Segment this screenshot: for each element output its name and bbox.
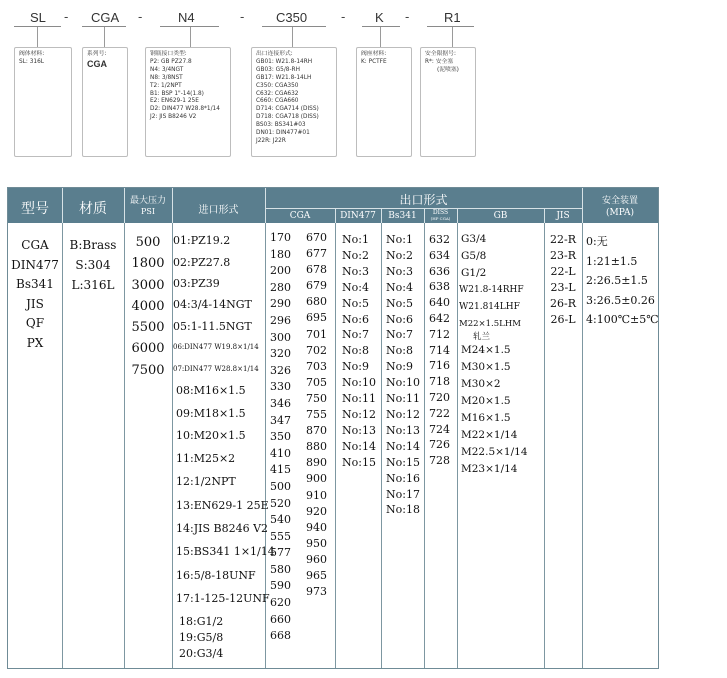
callout-line: D2: DIN477 W28.8*1/14 <box>150 106 220 113</box>
bs341-item: No:1 <box>386 233 413 246</box>
diss-item: 716 <box>429 359 450 373</box>
cga-item: 290 <box>270 297 291 311</box>
cga-item: 350 <box>270 430 291 444</box>
callout-line: N4: 3/4NGT <box>150 66 184 73</box>
din477-item: No:7 <box>342 328 369 342</box>
inlet-item: 10:M20×1.5 <box>176 429 246 442</box>
header-material: 材质 <box>79 201 107 217</box>
gb-item: M23×1/14 <box>461 463 518 475</box>
cga-item: 580 <box>270 562 291 576</box>
bs341-item: No:14 <box>386 439 420 453</box>
inlet-item: 06:DIN477 W19.8×1/14 <box>173 343 259 351</box>
cga-item: 200 <box>270 264 291 278</box>
inlet-item: 02:PZ27.8 <box>173 256 231 269</box>
cga-item: 415 <box>270 463 291 477</box>
cga-item: 300 <box>270 330 291 344</box>
inlet-item: 08:M16×1.5 <box>176 384 246 397</box>
cga-item: 679 <box>306 279 327 293</box>
jis-item: 26-L <box>550 313 576 326</box>
code-separator: - <box>405 9 410 24</box>
header-safety: 安全装置 <box>601 196 638 206</box>
column-divider <box>335 223 336 668</box>
header-max-pressure: 最大压力 <box>129 196 166 206</box>
header-outlet-gb: GB <box>493 211 508 221</box>
cga-item: 680 <box>306 295 327 309</box>
callout-line: GB03: G5/8-RH <box>256 66 300 73</box>
cga-item: 870 <box>306 424 327 438</box>
diss-item: 712 <box>429 327 450 341</box>
header-outlet-din477: DIN477 <box>340 211 376 221</box>
material-item: B:Brass <box>69 238 117 252</box>
din477-item: No:3 <box>342 264 369 278</box>
cga-item: 670 <box>306 231 327 244</box>
safety-item: 1:21±1.5 <box>586 254 638 268</box>
bs341-item: No:16 <box>386 471 420 485</box>
cga-item: 703 <box>306 359 327 373</box>
pressure-item: 1800 <box>131 256 165 272</box>
callout-body-material <box>14 47 72 157</box>
cga-item: 677 <box>306 247 327 261</box>
diss-list <box>429 232 450 469</box>
gb-item: M30×2 <box>461 378 501 390</box>
inlet-list <box>173 223 275 668</box>
cga-item: 973 <box>306 585 327 599</box>
cga-item: 890 <box>306 456 327 470</box>
cga-item: 590 <box>270 579 291 593</box>
pressure-item: 7500 <box>131 362 165 378</box>
callout-line: T2: 1/2NPT <box>150 82 182 89</box>
header-outlet-diss: DISS <box>432 209 449 216</box>
cga-item: 880 <box>306 440 327 454</box>
diss-item: 722 <box>429 406 450 420</box>
inlet-item: 09:M18×1.5 <box>176 407 246 420</box>
material-list <box>62 235 124 295</box>
diss-item: 728 <box>429 454 450 468</box>
bs341-item: No:12 <box>386 407 420 421</box>
callout-outlet-types <box>251 47 337 157</box>
callout-line: D718: CGA718 (DISS) <box>256 114 319 121</box>
gb-item: M20×1.5 <box>461 395 511 407</box>
callout-line: 钢瓶接口类型: <box>150 51 187 57</box>
code-underline <box>262 26 326 27</box>
din477-item: No:2 <box>342 248 369 262</box>
header-outlet-cga: CGA <box>289 211 311 221</box>
type-list <box>8 236 62 353</box>
header-outlet-jis: JIS <box>556 211 570 221</box>
cga-item: 555 <box>270 529 291 543</box>
din477-item: No:8 <box>342 344 369 358</box>
inlet-item: 12:1/2NPT <box>176 475 236 488</box>
callout-line: 安全限据号: <box>425 51 456 57</box>
cga-item: 900 <box>306 472 327 486</box>
header-pressure-unit: PSI <box>140 207 156 216</box>
cga-item: 965 <box>306 568 327 582</box>
bs341-item: No:9 <box>386 360 413 374</box>
gb-item: M30×1.5 <box>461 361 511 373</box>
cga-item: 940 <box>306 520 327 534</box>
jis-item: 26-R <box>550 297 576 310</box>
gb-item: M24×1.5 <box>461 344 511 356</box>
header-outlet-diss-sub: (HP CGA) <box>430 216 451 221</box>
cga-item: 520 <box>270 496 291 510</box>
callout-connector <box>292 27 293 47</box>
cga-item: 410 <box>270 446 291 460</box>
callout-line: C350: CGA350 <box>256 82 299 89</box>
din477-item: No:10 <box>342 376 376 390</box>
din477-item: No:11 <box>342 392 376 406</box>
callout-line: CGA <box>87 58 107 69</box>
material-item: S:304 <box>75 258 111 272</box>
callout-line: D714: CGA714 (DISS) <box>256 106 319 113</box>
inlet-item: 16:5/8-18UNF <box>176 569 256 582</box>
din477-item: No:5 <box>342 296 369 310</box>
din477-item: No:14 <box>342 439 376 453</box>
code-underline <box>362 26 400 27</box>
cga-item: 920 <box>306 504 327 518</box>
type-item: JIS <box>26 296 44 311</box>
inlet-item: 03:PZ39 <box>173 277 220 290</box>
callout-connector <box>37 27 38 47</box>
pressure-item: 4000 <box>131 298 165 314</box>
callout-line: 出口连接形式: <box>256 51 293 57</box>
cga-item: 330 <box>270 380 291 394</box>
cga-item: 678 <box>306 263 327 277</box>
cga-item: 346 <box>270 396 291 410</box>
jis-item: 22-R <box>550 233 576 246</box>
inlet-item: 15:BS341 1×1/14 <box>176 545 275 558</box>
jis-item: 23-L <box>550 281 576 294</box>
callout-line: E2: EN629-1 25E <box>150 98 199 105</box>
callout-connector <box>452 27 453 47</box>
gb-item: G5/8 <box>461 250 487 262</box>
callout-inlet-types <box>145 47 231 157</box>
gb-item: M22.5×1/14 <box>461 446 528 458</box>
bs341-item: No:4 <box>386 280 413 294</box>
pressure-item: 500 <box>135 235 161 250</box>
column-divider <box>381 223 382 668</box>
diss-item: 632 <box>429 233 450 246</box>
inlet-item: 11:M25×2 <box>176 452 236 465</box>
cga-item: 702 <box>306 343 327 357</box>
safety-item: 3:26.5±0.26 <box>586 293 655 307</box>
inlet-item: 20:G3/4 <box>179 647 224 660</box>
cga-item: 705 <box>306 375 327 389</box>
gb-item: M22×1/14 <box>461 429 518 441</box>
inlet-item: 19:G5/8 <box>179 631 224 644</box>
inlet-item: 01:PZ19.2 <box>173 234 231 247</box>
jis-list <box>544 232 582 328</box>
bs341-item: No:5 <box>386 296 413 310</box>
bs341-item: No:8 <box>386 344 413 358</box>
callout-connector <box>380 27 381 47</box>
diss-item: 634 <box>429 248 450 262</box>
bs341-item: No:7 <box>386 328 413 342</box>
callout-line: K: PCTFE <box>361 58 387 65</box>
type-item: CGA <box>21 238 49 252</box>
inlet-item: 14:JIS B8246 V2 <box>176 522 269 535</box>
cga-list-2 <box>306 230 327 600</box>
bs341-item: No:15 <box>386 455 420 469</box>
bs341-item: No:17 <box>386 487 420 501</box>
gb-item: 轧兰 <box>473 332 491 342</box>
bs341-item: No:6 <box>386 312 413 326</box>
din477-list <box>342 232 376 471</box>
cga-item: 701 <box>306 327 327 341</box>
header-safety-unit: (MPA) <box>606 208 634 218</box>
bs341-item: No:11 <box>386 392 420 406</box>
type-item: Bs341 <box>16 277 54 291</box>
cga-item: 755 <box>306 408 327 422</box>
cga-item: 296 <box>270 313 291 327</box>
inlet-item: 04:3/4-14NGT <box>173 298 252 311</box>
code-segment-series: CGA <box>91 10 120 25</box>
bs341-list <box>386 232 420 518</box>
cga-item: 660 <box>270 612 291 626</box>
inlet-item: 05:1-11.5NGT <box>173 320 252 333</box>
cga-item: 540 <box>270 513 291 527</box>
type-item: PX <box>26 335 44 350</box>
cga-list-1 <box>270 230 291 645</box>
din477-item: No:6 <box>342 312 369 326</box>
code-segment-outlet: C350 <box>276 10 308 25</box>
callout-line: C660: CGA660 <box>256 98 299 105</box>
type-item: QF <box>25 316 45 330</box>
callout-line: R*: 安全塞 <box>425 58 454 65</box>
code-separator: - <box>341 9 346 24</box>
code-segment-inlet: N4 <box>178 10 195 25</box>
pressure-item: 5500 <box>131 320 165 336</box>
callout-line: SL: 316L <box>19 58 44 65</box>
safety-list <box>586 232 659 330</box>
cga-item: 180 <box>270 247 291 261</box>
gb-item: W21.8-14RHF <box>459 285 524 295</box>
callout-line: 阀座材料: <box>361 51 387 57</box>
cga-item: 950 <box>306 536 327 550</box>
callout-line: DN01: DIN477#01 <box>256 130 310 137</box>
bs341-item: No:13 <box>386 423 420 437</box>
diss-item: 720 <box>429 390 450 404</box>
safety-item: 2:26.5±1.5 <box>586 274 648 288</box>
material-item: L:316L <box>71 278 115 292</box>
header-outlet: 出口形式 <box>399 193 448 207</box>
callout-line: C632: CGA632 <box>256 90 299 97</box>
gb-item: M16×1.5 <box>461 412 511 424</box>
diss-item: 640 <box>429 296 450 310</box>
jis-item: 23-R <box>550 249 576 262</box>
gb-item: M22×1.5LHM <box>459 319 521 329</box>
safety-item: 0:无 <box>586 235 608 248</box>
bs341-item: No:18 <box>386 503 420 517</box>
spec-table <box>7 187 659 669</box>
bs341-item: No:2 <box>386 248 413 262</box>
diss-item: 642 <box>429 311 450 325</box>
type-item: DIN477 <box>11 257 59 272</box>
callout-line: J22R: J22R <box>256 137 286 144</box>
cga-item: 750 <box>306 391 327 405</box>
din477-item: No:15 <box>342 455 376 469</box>
gb-item: G1/2 <box>461 267 487 279</box>
cga-item: 620 <box>270 596 291 610</box>
code-segment-safety: R1 <box>444 10 461 25</box>
header-type: 型号 <box>21 201 49 217</box>
callout-line: P2: GB PZ27.8 <box>150 58 192 65</box>
inlet-item: 18:G1/2 <box>179 615 224 628</box>
bs341-item: No:3 <box>386 264 413 278</box>
diss-item: 724 <box>429 422 450 436</box>
diss-item: 714 <box>429 343 450 357</box>
code-segment-seal: K <box>375 10 384 25</box>
cga-item: 320 <box>270 347 291 361</box>
callout-line: N8: 3/8NST <box>150 74 183 81</box>
diss-item: 726 <box>429 438 450 452</box>
callout-seat-material <box>356 47 412 157</box>
cga-item: 280 <box>270 280 291 294</box>
cga-item: 668 <box>270 629 291 643</box>
pressure-list <box>124 232 172 381</box>
pressure-item: 3000 <box>131 277 165 293</box>
inlet-item: 07:DIN477 W28.8×1/14 <box>173 365 259 373</box>
din477-item: No:12 <box>342 407 376 421</box>
inlet-item: 17:1-125-12UNF <box>176 592 270 605</box>
code-segment-body: SL <box>30 10 46 25</box>
callout-line: B1: BSP 1"-14(1.8) <box>150 90 204 97</box>
pressure-item: 6000 <box>131 341 165 357</box>
callout-line: 系列号: <box>87 51 107 57</box>
cga-item: 577 <box>270 546 291 560</box>
code-underline <box>427 26 474 27</box>
din477-item: No:9 <box>342 360 369 374</box>
cga-item: 910 <box>306 488 327 502</box>
din477-item: No:1 <box>342 233 369 246</box>
code-separator: - <box>64 9 69 24</box>
cga-item: 695 <box>306 311 327 325</box>
column-divider <box>582 223 583 668</box>
safety-item: 4:100℃±5℃ <box>586 313 659 327</box>
column-divider <box>457 223 458 668</box>
callout-connector <box>190 27 191 47</box>
bs341-item: No:10 <box>386 376 420 390</box>
cga-item: 960 <box>306 552 327 566</box>
din477-item: No:4 <box>342 280 369 294</box>
din477-item: No:13 <box>342 423 376 437</box>
cga-item: 347 <box>270 413 291 427</box>
header-inlet: 进口形式 <box>198 205 239 216</box>
code-separator: - <box>138 9 143 24</box>
code-separator: - <box>240 9 245 24</box>
callout-line: (泥喷塞) <box>437 66 459 73</box>
callout-line: GB17: W21.8-14LH <box>256 74 312 81</box>
cga-item: 170 <box>270 231 291 244</box>
column-divider <box>424 223 425 668</box>
callout-line: BS03: BS341#03 <box>256 122 306 129</box>
callout-safety-device <box>420 47 476 157</box>
inlet-item: 13:EN629-1 25E <box>176 499 269 512</box>
callout-line: J2: JIS B8246 V2 <box>150 114 197 121</box>
gb-item: G3/4 <box>461 233 487 245</box>
cga-item: 500 <box>270 479 291 493</box>
callout-line: GB01: W21.8-14RH <box>256 58 313 65</box>
diss-item: 718 <box>429 375 450 389</box>
cga-item: 326 <box>270 363 291 377</box>
jis-item: 22-L <box>550 265 576 278</box>
diss-item: 638 <box>429 280 450 294</box>
diss-item: 636 <box>429 264 450 278</box>
callout-line: 阀体材料: <box>19 51 45 57</box>
gb-list <box>459 223 543 668</box>
header-outlet-bs341: Bs341 <box>388 211 417 221</box>
gb-item: W21.814LHF <box>459 302 520 312</box>
callout-series <box>82 47 128 157</box>
callout-connector <box>104 27 105 47</box>
